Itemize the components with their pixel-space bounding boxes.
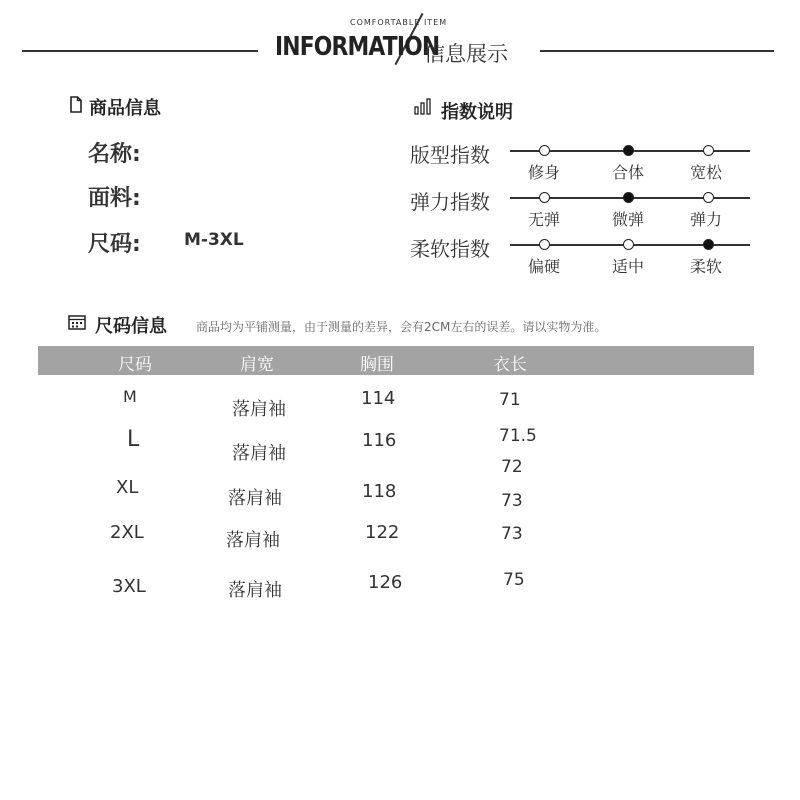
row-xl-size: XL	[116, 477, 139, 498]
size-section-title: 尺码信息	[95, 316, 167, 337]
row-2xl-length: 73	[501, 524, 523, 544]
index-dot	[539, 145, 550, 156]
header-subtitle: COMFORTABLE ITEM	[350, 18, 448, 27]
row-xl-length: 72	[501, 457, 523, 477]
index-dot	[539, 192, 550, 203]
index-dot-selected	[623, 192, 634, 203]
measurement-note: 商品均为平铺测量，由于测量的差异，会有2CM左右的误差。请以实物为准。	[196, 320, 607, 334]
row-l-shoulder: 落肩袖	[232, 443, 286, 464]
header-title-cn: 信息展示	[424, 42, 508, 66]
header-shoulder: 肩宽	[240, 355, 274, 375]
row-xl-chest: 118	[362, 481, 397, 502]
index-dot	[703, 145, 714, 156]
document-icon	[70, 96, 82, 113]
row-2xl-chest: 122	[365, 522, 400, 543]
calendar-icon	[68, 314, 86, 330]
row-l-length: 71.5	[499, 426, 537, 446]
index-dot	[703, 192, 714, 203]
size-label: 尺码:	[88, 232, 141, 257]
index-option-label: 偏硬	[528, 257, 561, 276]
name-label: 名称:	[88, 142, 141, 167]
row-3xl-shoulder: 落肩袖	[228, 580, 282, 601]
header-left-rule	[22, 50, 258, 52]
header-right-rule	[540, 50, 774, 52]
fabric-label: 面料:	[88, 186, 141, 211]
row-3xl-size: 3XL	[112, 576, 146, 597]
header-title-en: INFORMATION	[275, 32, 440, 62]
size-range-value: M-3XL	[184, 230, 244, 250]
index-dot-selected	[623, 145, 634, 156]
index-option-label: 合体	[612, 163, 645, 182]
row-extra-length: 73	[501, 491, 523, 511]
index-label: 弹力指数	[410, 190, 490, 214]
row-m-length: 71	[499, 390, 521, 410]
row-m-shoulder: 落肩袖	[232, 399, 286, 420]
indices-section-title: 指数说明	[441, 102, 513, 123]
index-option-label: 修身	[528, 163, 561, 182]
index-option-label: 无弹	[528, 210, 561, 229]
index-dot-selected	[703, 239, 714, 250]
index-label: 版型指数	[410, 143, 490, 167]
index-dot	[623, 239, 634, 250]
index-option-label: 微弹	[612, 210, 645, 229]
index-dot	[539, 239, 550, 250]
product-section-title: 商品信息	[89, 98, 161, 119]
row-l-size: L	[127, 427, 140, 452]
row-m-size: M	[123, 387, 137, 406]
index-option-label: 适中	[612, 257, 645, 276]
bar-chart-icon	[414, 98, 432, 115]
header-size: 尺码	[118, 355, 152, 375]
row-2xl-shoulder: 落肩袖	[226, 530, 280, 551]
row-3xl-chest: 126	[368, 572, 403, 593]
index-label: 柔软指数	[410, 237, 490, 261]
header-length: 衣长	[493, 355, 527, 375]
row-l-chest: 116	[362, 430, 397, 451]
index-option-label: 宽松	[690, 163, 723, 182]
index-option-label: 柔软	[690, 257, 723, 276]
header-chest: 胸围	[360, 355, 394, 375]
row-2xl-size: 2XL	[110, 522, 144, 543]
row-3xl-length: 75	[503, 570, 525, 590]
row-xl-shoulder: 落肩袖	[228, 488, 282, 509]
index-option-label: 弹力	[690, 210, 723, 229]
row-m-chest: 114	[361, 388, 396, 409]
